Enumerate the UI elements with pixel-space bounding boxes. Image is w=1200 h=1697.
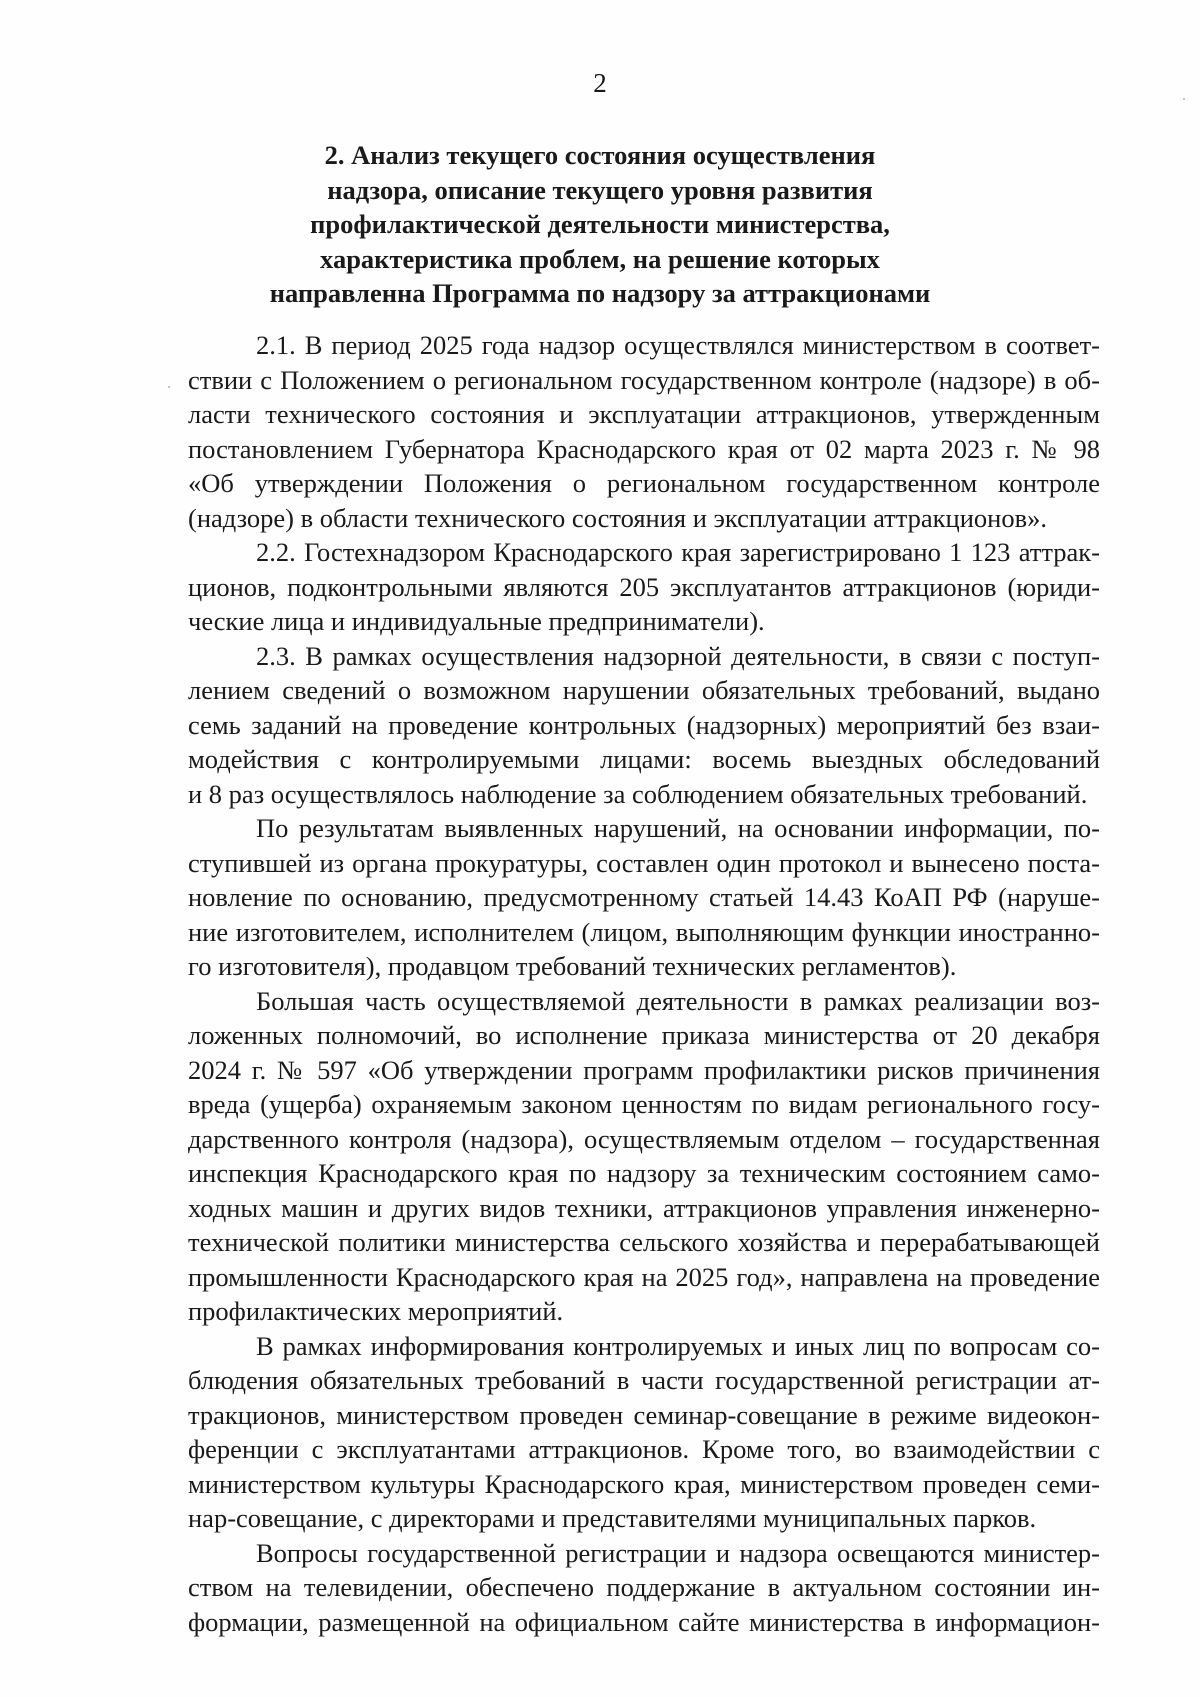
body-line: семь заданий на проведение контрольных (надзорных) мероприятий без взаи- <box>188 709 1100 740</box>
body-line: ступившей из органа прокуратуры, составлен один протокол и вынесено поста- <box>188 847 1100 878</box>
body-line: ние изготовителем, исполнителем (лицом, выполняющим функции иностранно- <box>188 916 1100 947</box>
body-line: ством на телевидении, обеспечено поддержание в актуальном состоянии ин- <box>188 1572 1100 1602</box>
body-line: министерством культуры Краснодарского края, министерством проведен семи- <box>188 1468 1100 1499</box>
body-line: го изготовителя), продавцом требований технических регламентов). <box>188 951 957 981</box>
scan-mark <box>1183 98 1185 100</box>
body-line: и 8 раз осуществлялось наблюдение за соблюдением обязательных требований. <box>188 778 1088 809</box>
body-line: ложенных полномочий, во исполнение приказа министерства от 20 декабря <box>188 1020 1100 1050</box>
body-line: вреда (ущерба) охраняемым законом ценностям по видам регионального госу- <box>188 1089 1100 1119</box>
page-number: 2 <box>593 68 607 98</box>
body-line: 2.3. В рамках осуществления надзорной деятельности, в связи с поступ- <box>256 640 1100 671</box>
body-line: дарственного контроля (надзора), осуществляемым отделом – государственная <box>188 1123 1100 1154</box>
body-line: 2.1. В период 2025 года надзор осуществлялся министерством в соответ- <box>256 330 1100 360</box>
body-line: (надзоре) в области технического состояния и эксплуатации аттракционов». <box>188 502 1047 533</box>
heading-line: профилактической деятельности министерства, <box>310 209 890 239</box>
body-line: формации, размещенной на официальном сайте министерства в информацион- <box>188 1606 1100 1637</box>
section-heading <box>180 138 1020 311</box>
body-line: тракционов, министерством проведен семинар-совещание в режиме видеокон- <box>188 1399 1100 1430</box>
body-line: нар-совещание, с директорами и представителями муниципальных парков. <box>188 1503 1037 1533</box>
body-line: ходных машин и других видов техники, аттракционов управления инженерно- <box>188 1192 1100 1223</box>
body-line: блюдения обязательных требований в части государственной регистрации ат- <box>188 1365 1100 1395</box>
body-line: В рамках информирования контролируемых и иных лиц по вопросам со- <box>256 1330 1100 1361</box>
heading-line: 2. Анализ текущего состояния осуществления <box>324 140 876 170</box>
body-line: ласти технического состояния и эксплуатации аттракционов, утвержденным <box>188 399 1100 429</box>
body-line: новление по основанию, предусмотренному статьей 14.43 КоАП РФ (наруше- <box>188 882 1100 912</box>
body-text <box>188 328 1100 1639</box>
body-line: ционов, подконтрольными являются 205 эксплуатантов аттракционов (юриди- <box>188 571 1100 602</box>
heading-line: надзора, описание текущего уровня развития <box>327 174 873 205</box>
body-line: ческие лица и индивидуальные предприниматели). <box>188 606 765 636</box>
body-line: технической политики министерства сельского хозяйства и перерабатывающей <box>188 1227 1100 1257</box>
body-line: модействия с контролируемыми лицами: восемь выездных обследований <box>188 744 1100 774</box>
body-line: 2.2. Гостехнадзором Краснодарского края зарегистрировано 1 123 аттрак- <box>256 537 1100 567</box>
body-line: 2024 г. № 597 «Об утверждении программ профилактики рисков причинения <box>188 1054 1100 1085</box>
body-line: ствии с Положением о региональном государственном контроле (надзоре) в об- <box>188 364 1100 395</box>
heading-line: характеристика проблем, на решение которых <box>320 243 880 274</box>
body-line: Вопросы государственной регистрации и надзора освещаются министер- <box>256 1537 1100 1568</box>
body-line: Большая часть осуществляемой деятельности в рамках реализации воз- <box>256 985 1100 1016</box>
body-line: инспекция Краснодарского края по надзору за техническим состоянием само- <box>188 1158 1100 1188</box>
body-line: ференции с эксплуатантами аттракционов. Кроме того, во взаимодействии с <box>188 1434 1100 1464</box>
scan-mark <box>168 386 170 388</box>
body-line: постановлением Губернатора Краснодарского края от 02 марта 2023 г. № 98 <box>188 433 1100 464</box>
body-line: По результатам выявленных нарушений, на основании информации, по- <box>256 813 1100 843</box>
body-line: промышленности Краснодарского края на 2025 год», направлена на проведение <box>188 1261 1100 1292</box>
body-line: профилактических мероприятий. <box>188 1296 564 1326</box>
body-line: «Об утверждении Положения о региональном государственном контроле <box>188 468 1100 498</box>
heading-line: направленна Программа по надзору за аттракционами <box>269 278 931 308</box>
body-line: лением сведений о возможном нарушении обязательных требований, выдано <box>188 675 1100 705</box>
